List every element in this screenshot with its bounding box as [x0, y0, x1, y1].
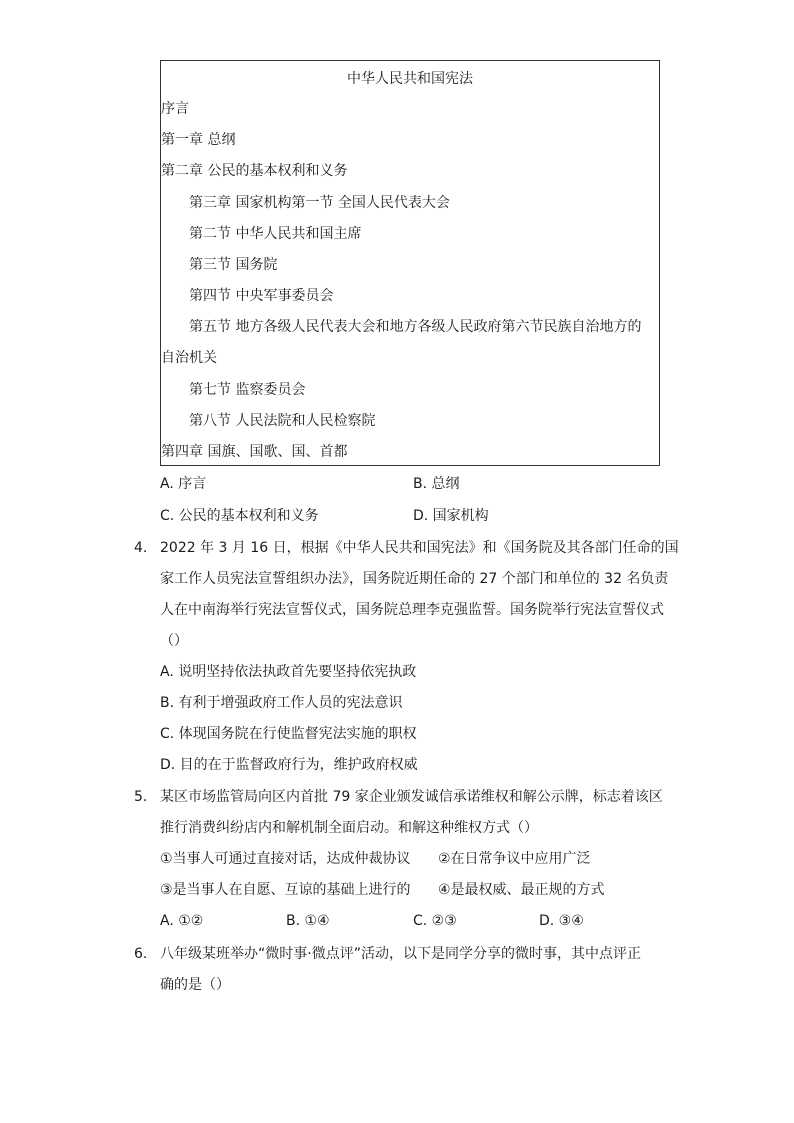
q5-option-a[interactable]: A. ①②: [160, 913, 204, 929]
q3-option-b[interactable]: B. 总纲: [413, 476, 460, 492]
box-line-section8: 第八节 人民法院和人民检察院: [189, 413, 376, 429]
q5-statement-1: ①当事人可通过直接对话，达成仲裁协议: [160, 851, 411, 867]
q6-stem-line: 八年级某班举办“微时事·微点评”活动，以下是同学分享的微时事，其中点评正: [160, 946, 641, 962]
box-line-section5: 第五节 地方各级人民代表大会和地方各级人民政府第六节民族自治地方的: [189, 319, 642, 335]
box-line-chapter4: 第四章 国旗、国歌、国、首都: [161, 444, 348, 460]
box-line-chapter3: 第三章 国家机构第一节 全国人民代表大会: [189, 195, 450, 211]
q5-option-c[interactable]: C. ②③: [413, 913, 457, 929]
q4-option-b[interactable]: B. 有利于增强政府工作人员的宪法意识: [160, 695, 403, 711]
q3-option-c[interactable]: C. 公民的基本权利和义务: [160, 508, 319, 524]
q4-stem-line: 2022 年 3 月 16 日，根据《中华人民共和国宪法》和《国务院及其各部门任命的国: [160, 540, 679, 556]
box-line-section7: 第七节 监察委员会: [189, 382, 306, 398]
box-line-section3: 第三节 国务院: [189, 257, 278, 273]
q4-option-d[interactable]: D. 目的在于监督政府行为，维护政府权威: [160, 757, 418, 773]
q3-option-d[interactable]: D. 国家机构: [413, 508, 489, 524]
box-line-preface: 序言: [161, 101, 189, 117]
q5-statement-4: ④是最权威、最正规的方式: [438, 882, 605, 898]
constitution-table-box: [160, 60, 660, 466]
q5-number: 5.: [134, 789, 148, 805]
box-line-chapter1: 第一章 总纲: [161, 132, 236, 148]
box-line-chapter2: 第二章 公民的基本权利和义务: [161, 163, 348, 179]
q5-stem-line: 推行消费纠纷店内和解机制全面启动。和解这种维权方式（）: [160, 820, 538, 836]
q5-stem-line: 某区市场监管局向区内首批 79 家企业颁发诚信承诺维权和解公示牌，标志着该区: [160, 789, 663, 805]
q3-option-a[interactable]: A. 序言: [160, 476, 207, 492]
box-line-section5-cont: 自治机关: [161, 350, 217, 366]
q5-statement-2: ②在日常争议中应用广泛: [438, 851, 591, 867]
q5-option-b[interactable]: B. ①④: [286, 913, 330, 929]
q5-option-d[interactable]: D. ③④: [539, 913, 584, 929]
q4-number: 4.: [134, 540, 148, 556]
q6-stem-line: 确的是（）: [160, 977, 230, 993]
q5-statement-3: ③是当事人在自愿、互谅的基础上进行的: [160, 882, 411, 898]
q4-option-a[interactable]: A. 说明坚持依法执政首先要坚持依宪执政: [160, 664, 417, 680]
box-title: 中华人民共和国宪法: [347, 71, 473, 87]
q4-stem-line: 人在中南海举行宪法宣誓仪式，国务院总理李克强监誓。国务院举行宪法宣誓仪式: [160, 602, 664, 618]
box-line-section2: 第二节 中华人民共和国主席: [189, 226, 362, 242]
q4-option-c[interactable]: C. 体现国务院在行使监督宪法实施的职权: [160, 726, 417, 742]
box-line-section4: 第四节 中央军事委员会: [189, 288, 334, 304]
q4-stem-line: （）: [160, 633, 188, 649]
q6-number: 6.: [134, 946, 148, 962]
q4-stem-line: 家工作人员宪法宣誓组织办法》，国务院近期任命的 27 个部门和单位的 32 名负责: [160, 571, 669, 587]
